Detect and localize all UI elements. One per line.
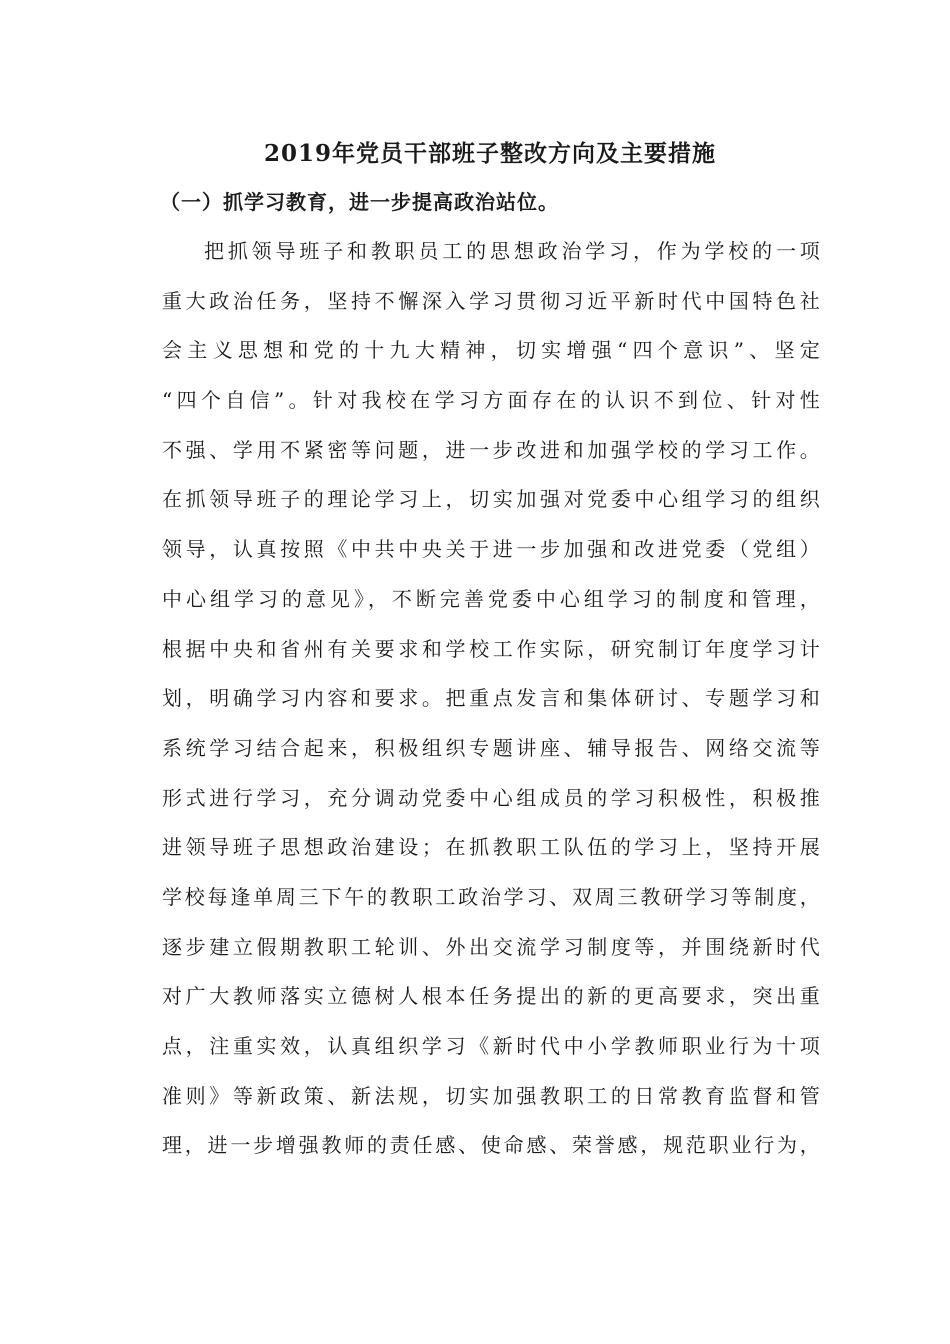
paragraph-line: 对广大教师落实立德树人根本任务提出的新的更高要求，突出重 xyxy=(162,984,822,1009)
paragraph-line: 会主义思想和党的十九大精神，切实增强“四个意识”、坚定 xyxy=(162,338,822,363)
paragraph-line: 点，注重实效，认真组织学习《新时代中小学教师职业行为十项 xyxy=(162,1034,822,1058)
section-heading: （一）抓学习教育，进一步提高政治站位。 xyxy=(160,190,559,214)
paragraph-line: 中心组学习的意见》，不断完善党委中心组学习的制度和管理， xyxy=(162,586,822,611)
document-title: 2019年党员干部班子整改方向及主要措施 xyxy=(263,140,716,167)
paragraph-line: 逐步建立假期教职工轮训、外出交流学习制度等，并围绕新时代 xyxy=(162,934,822,959)
paragraph-line: 领导，认真按照《中共中央关于进一步加强和改进党委（党组） xyxy=(162,537,822,562)
paragraph-line: 根据中央和省州有关要求和学校工作实际，研究制订年度学习计 xyxy=(162,636,822,661)
paragraph-line: 进领导班子思想政治建设；在抓教职工队伍的学习上，坚持开展 xyxy=(162,835,822,860)
paragraph-line: 划，明确学习内容和要求。把重点发言和集体研讨、专题学习和 xyxy=(162,686,822,711)
paragraph-line: 理，进一步增强教师的责任感、使命感、荣誉感，规范职业行为， xyxy=(162,1133,822,1158)
paragraph-line: 不强、学用不紧密等问题，进一步改进和加强学校的学习工作。 xyxy=(162,437,822,462)
paragraph-line: 重大政治任务，坚持不懈深入学习贯彻习近平新时代中国特色社 xyxy=(162,288,822,313)
paragraph-line: 在抓领导班子的理论学习上，切实加强对党委中心组学习的组织 xyxy=(162,487,822,512)
paragraph-line: 形式进行学习，充分调动党委中心组成员的学习积极性，积极推 xyxy=(162,785,822,810)
body-paragraph xyxy=(162,233,822,1177)
paragraph-line: “四个自信”。针对我校在学习方面存在的认识不到位、针对性 xyxy=(162,388,822,413)
paragraph-line: 把抓领导班子和教职员工的思想政治学习，作为学校的一项 xyxy=(204,239,822,263)
paragraph-line: 准则》等新政策、新法规，切实加强教职工的日常教育监督和管 xyxy=(162,1083,822,1108)
paragraph-line: 学校每逢单周三下午的教职工政治学习、双周三教研学习等制度， xyxy=(162,884,822,909)
paragraph-line: 系统学习结合起来，积极组织专题讲座、辅导报告、网络交流等 xyxy=(162,735,822,760)
